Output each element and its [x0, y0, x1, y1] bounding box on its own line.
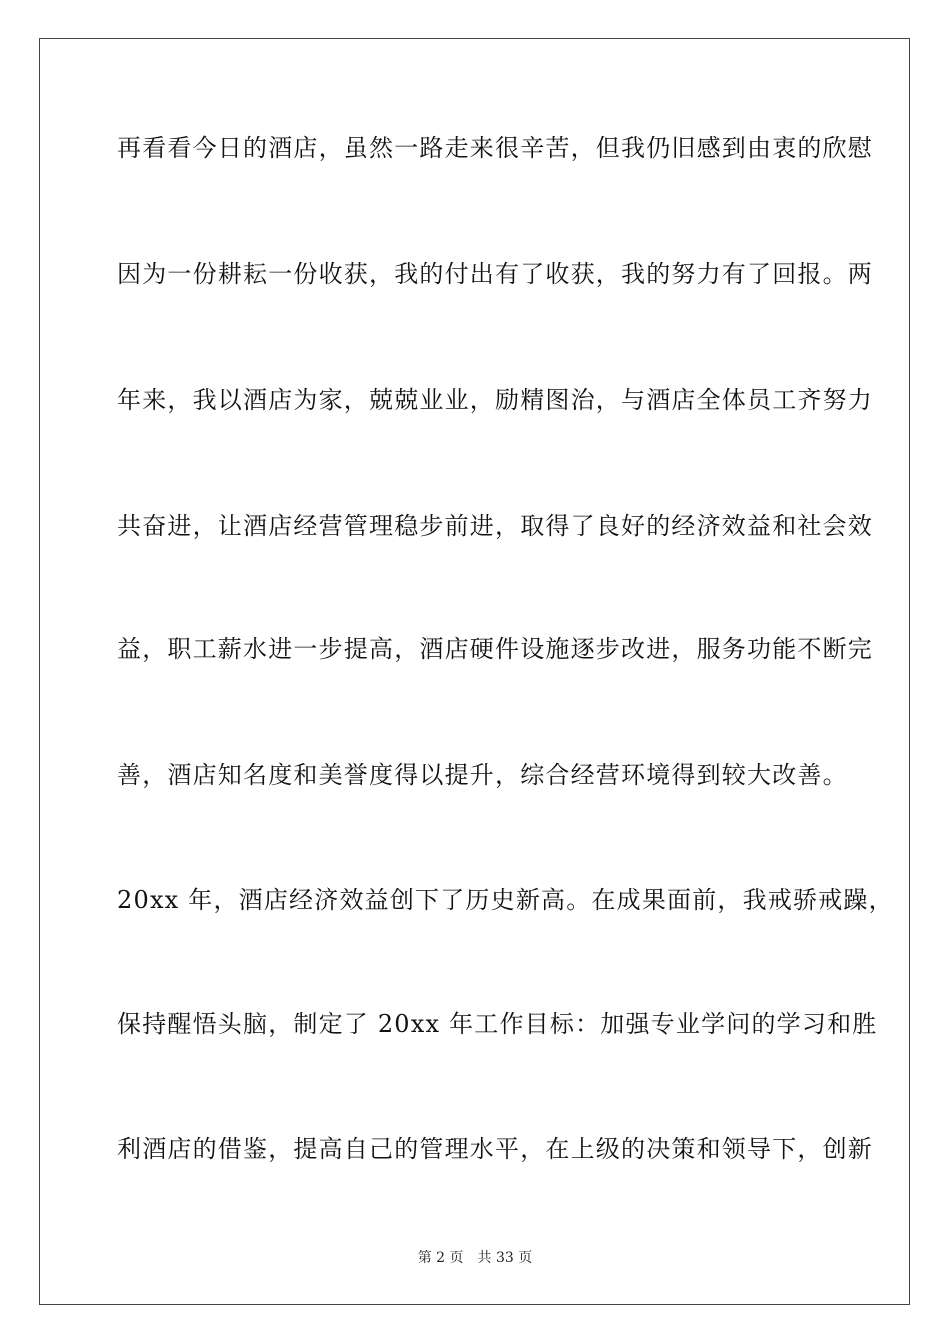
page-border: [39, 38, 910, 1305]
body-text-line: 善，酒店知名度和美誉度得以提升，综合经营环境得到较大改善。: [117, 761, 848, 789]
body-text-line: 共奋进，让酒店经营管理稳步前进，取得了良好的经济效益和社会效: [117, 512, 873, 540]
current-page-number: 第 2 页: [417, 1250, 464, 1266]
body-text-line: 20xx 年，酒店经济效益创下了历史新高。在成果面前，我戒骄戒躁，: [117, 886, 894, 914]
body-text-line: 再看看今日的酒店，虽然一路走来很辛苦，但我仍旧感到由衷的欣慰: [117, 134, 873, 162]
body-text-line: 保持醒悟头脑，制定了 20xx 年工作目标：加强专业学问的学习和胜: [117, 1010, 878, 1038]
total-page-count: 共 33 页: [477, 1250, 533, 1266]
body-text-line: 因为一份耕耘一份收获，我的付出有了收获，我的努力有了回报。两: [117, 260, 873, 288]
body-text-line: 利酒店的借鉴，提高自己的管理水平，在上级的决策和领导下，创新: [117, 1135, 873, 1163]
page-footer: [0, 1249, 950, 1267]
body-text-line: 年来，我以酒店为家，兢兢业业，励精图治，与酒店全体员工齐努力: [117, 386, 873, 414]
body-text-line: 益，职工薪水进一步提高，酒店硬件设施逐步改进，服务功能不断完: [117, 635, 873, 663]
